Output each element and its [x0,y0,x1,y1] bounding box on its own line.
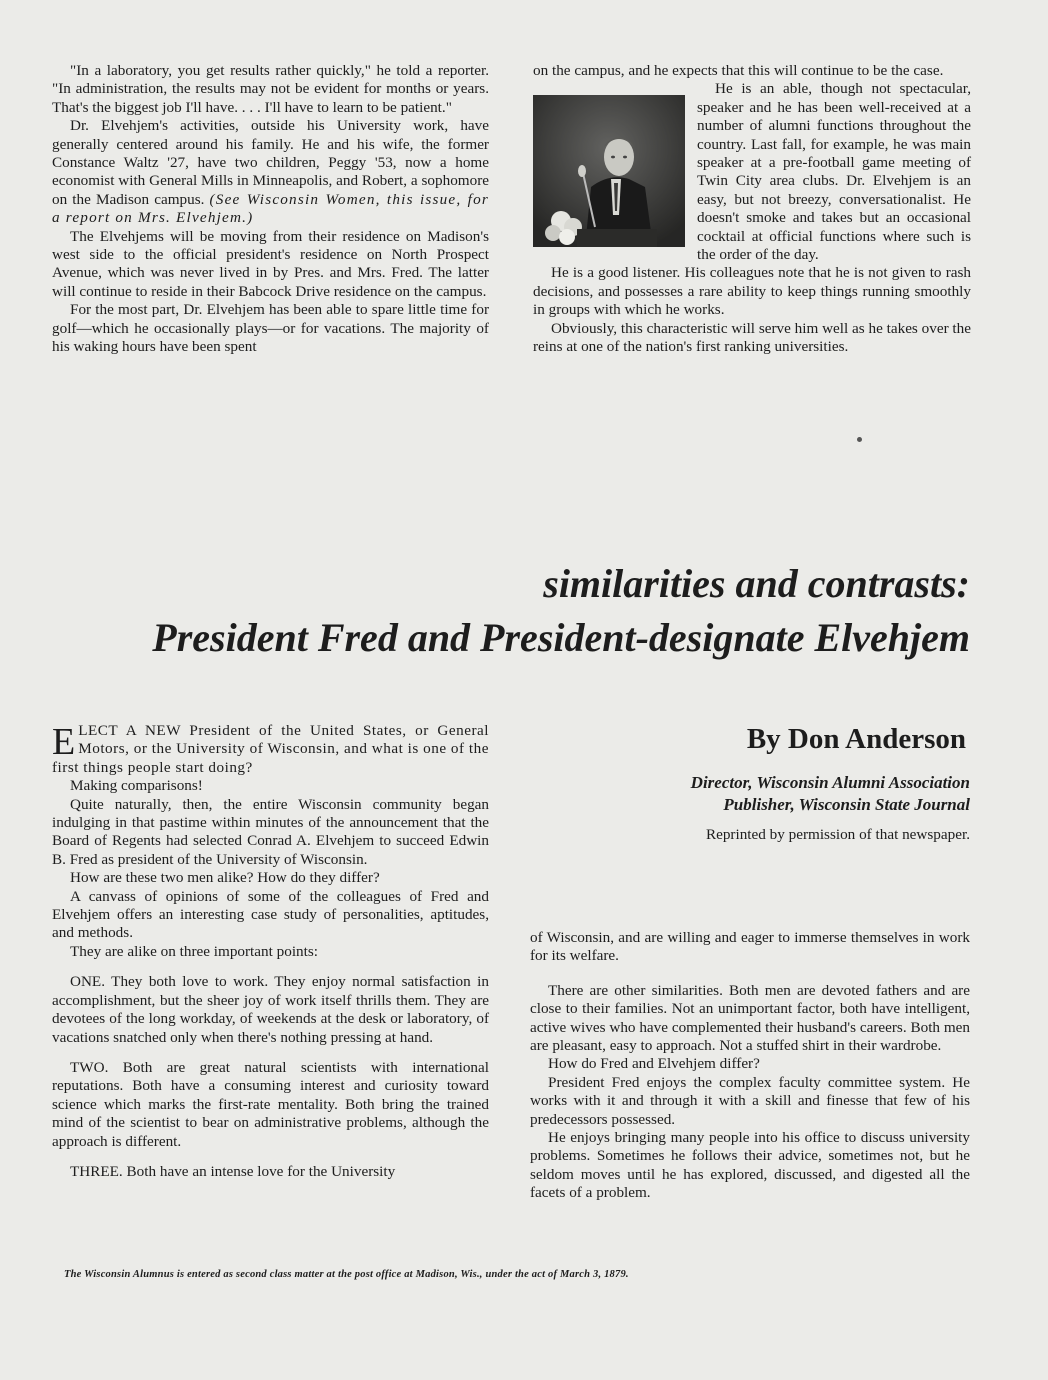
paragraph: "In a laboratory, you get results rather quickly," he told a reporter. "In administration, the results may not be evident for months or years. That's the biggest job I'll have. . . . I'll have to learn to be patient." [52,62,489,116]
paragraph: How are these two men alike? How do they differ? [70,869,380,887]
speaker-photo-image [533,95,685,247]
paragraph: He is a good listener. His colleagues note that he is not given to rash decisions, and possesses a rare ability to keep things running smoothly in groups with which he works. [533,264,971,319]
paragraph: There are other similarities. Both men are devoted fathers and are close to their families. Not an unimportant factor, both have intelligent, active wives who have complemented their husband's careers. Both men are pleasant, easy to approach. Not a stuffed shirt in their wardrobe. [530,981,970,1055]
paragraph-text: Both are great natural scientists with international reputations. Both have a consuming interest and curiosity toward science which marks the first-rate mentality. Both bring the trained mind of the scientist to bear on administrative problems, although the approach is different. [52,1058,489,1150]
point-label: ONE. [70,973,106,991]
byline-role: Publisher, Wisconsin State Journal [723,795,970,814]
headline-kicker: similarities and contrasts: [543,561,970,606]
paragraph-text: They both love to work. They enjoy normal satisfaction in accomplishment, but the sheer joy of work itself thrills them. They are devotees of the long workday, of weekends at the desk or laboratory, of vacations snatched only when there's nothing pressing at hand. [52,973,489,1046]
postal-notice: The Wisconsin Alumnus is entered as second class matter at the post office at Madison, Wis., under the act of March 3, 1879. [64,1269,629,1280]
drop-cap: E [52,721,76,763]
paragraph [52,973,489,1047]
paragraph: Obviously, this characteristic will serve him well as he takes over the reins at one of the nation's first ranking universities. [533,319,971,356]
paragraph-text: Both have an intense love for the University [122,1162,396,1180]
paragraph: of Wisconsin, and are willing and eager to immerse themselves in work for its welfare. [530,929,970,965]
paragraph: He is an able, though not spectacular, speaker and he has been well-received at a number of alumni functions throughout the country. Last fall, for example, he was main speaker at a pre-football game meeting of Twin City area clubs. Dr. Elvehjem is an easy, but not breezy, conversationalist. He doesn't smoke and takes but an occasional cocktail at official functions where such is the order of the day. [697,80,971,264]
paragraph-text: Dr. Elvehjem's activities, outside his University work, have generally centered around his family. He and his wife, the former Constance Waltz '27, have two children, Peggy '53, now a home economist with General Mills in Minneapolis, and Robert, a sophomore on the Madison campus. [52,117,489,208]
paragraph-italic-note: (See Wisconsin Women, this issue, for a report on Mrs. Elvehjem.) [52,190,489,227]
headline-title: President Fred and President-designate Elvehjem [152,615,970,660]
paragraph [52,117,489,227]
paragraph: He enjoys bringing many people into his office to discuss university problems. Sometimes he follows their advice, sometimes not, but he seldom moves until he has explored, discussed, and digested all the facets of a problem. [530,1129,970,1202]
article-column-bottom-left [52,722,489,1181]
paragraph: For the most part, Dr. Elvehjem has been able to spare little time for golf—which he occasionally plays—or for vacations. The majority of his waking hours have been spent [52,301,489,356]
reprint-credit: Reprinted by permission of that newspaper. [705,826,970,843]
paragraph: on the campus, and he expects that this will continue to be the case. [533,62,944,79]
paragraph: Quite naturally, then, the entire Wisconsin community began indulging in that pastime within minutes of the announcement that the Board of Regents had selected Conrad A. Elvehjem to succeed Edwin B. Fred as president of the University of Wisconsin. [52,795,489,868]
print-speck [857,437,862,442]
paragraph-text: LECT A NEW President of the United States, or General Motors, or the University of Wisconsin, and what is one of the first things people start doing? [52,722,489,776]
paragraph [52,1059,489,1151]
byline-role: Director, Wisconsin Alumni Association [690,773,970,792]
paragraph: President Fred enjoys the complex faculty committee system. He works with it and through it with a skill and finesse that few of his predecessors possessed. [530,1073,970,1128]
paragraph: How do Fred and Elvehjem differ? [548,1055,760,1073]
point-label: THREE. [70,1162,123,1180]
point-label: TWO. [70,1058,109,1076]
byline-author: By Don Anderson [746,723,966,755]
paragraph: A canvass of opinions of some of the colleagues of Fred and Elvehjem offers an interesting case study of personalities, aptitudes, and methods. [52,887,489,942]
article-column-top-left [52,62,489,357]
paragraph: The Elvehjems will be moving from their residence on Madison's west side to the official president's residence on North Prospect Avenue, which was never lived in by Pres. and Mrs. Fred. The latter will continue to reside in their Babcock Drive residence on the campus. [52,227,489,300]
portrait-photo [533,95,685,247]
paragraph: They are alike on three important points: [70,942,318,960]
article-column-bottom-right [530,929,970,1203]
article-column-top-right [533,62,971,357]
paragraph: Making comparisons! [70,777,203,795]
paragraph [52,1163,489,1181]
paragraph-lead [52,722,489,777]
